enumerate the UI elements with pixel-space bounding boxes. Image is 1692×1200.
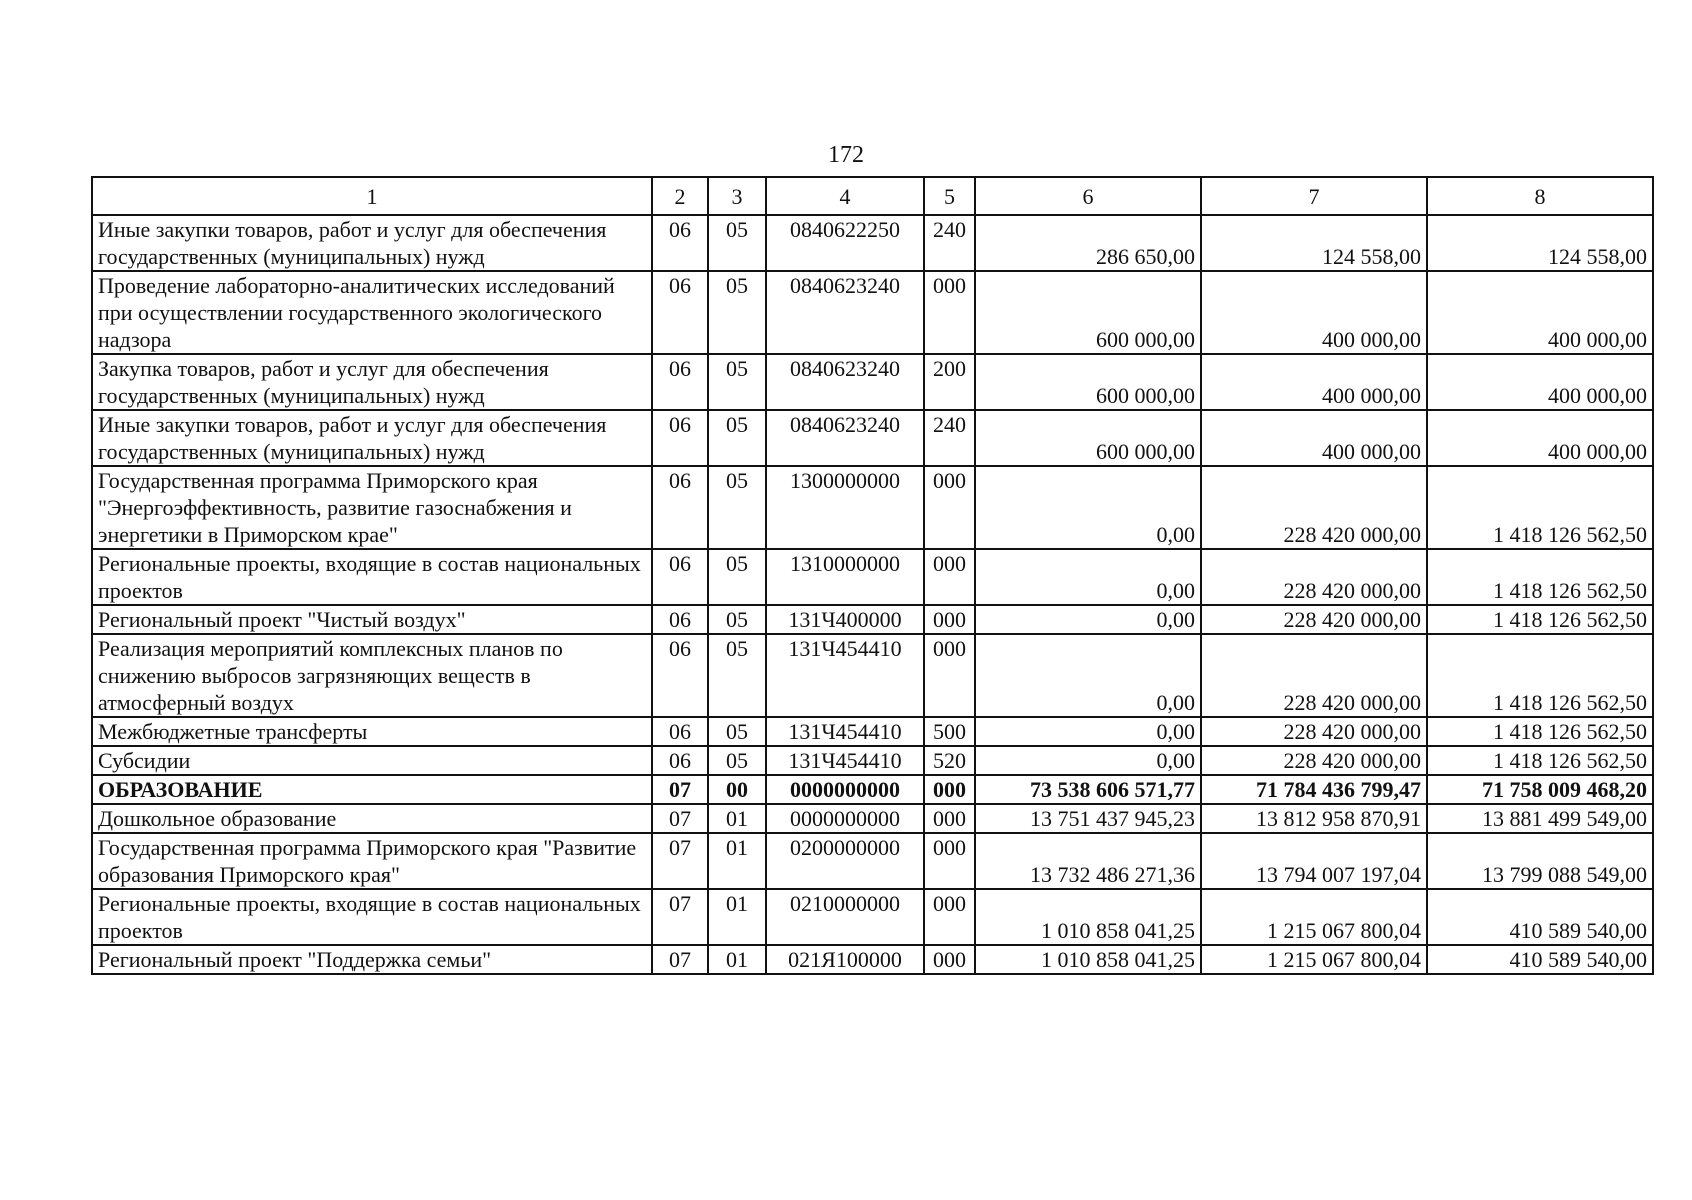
subsection-code-cell: 05	[708, 410, 766, 466]
expense-type-cell: 500	[924, 717, 975, 746]
section-code-cell: 06	[652, 271, 708, 354]
section-code-cell: 07	[652, 833, 708, 889]
target-article-cell: 0000000000	[766, 775, 924, 804]
amount-col8-cell: 400 000,00	[1427, 410, 1653, 466]
table-row	[92, 945, 1653, 974]
amount-col6-cell: 600 000,00	[975, 354, 1201, 410]
table-row	[92, 717, 1653, 746]
target-article-cell: 0840622250	[766, 215, 924, 271]
subsection-code-cell: 01	[708, 889, 766, 945]
amount-col8-cell: 71 758 009 468,20	[1427, 775, 1653, 804]
subsection-code-cell: 05	[708, 215, 766, 271]
row-name-cell: Проведение лабораторно-аналитических исследований при осуществлении государственного экологического надзора	[92, 271, 652, 354]
target-article-cell: 0840623240	[766, 354, 924, 410]
amount-col7-cell: 228 420 000,00	[1201, 634, 1427, 717]
header-cell-5: 5	[924, 177, 975, 215]
expense-type-cell: 000	[924, 833, 975, 889]
amount-col7-cell: 228 420 000,00	[1201, 549, 1427, 605]
target-article-cell: 0000000000	[766, 804, 924, 833]
amount-col7-cell: 13 812 958 870,91	[1201, 804, 1427, 833]
page-number: 172	[828, 142, 864, 168]
table-row	[92, 889, 1653, 945]
amount-col6-cell: 1 010 858 041,25	[975, 945, 1201, 974]
amount-col7-cell: 400 000,00	[1201, 410, 1427, 466]
target-article-cell: 0210000000	[766, 889, 924, 945]
expense-type-cell: 520	[924, 746, 975, 775]
row-name-cell: ОБРАЗОВАНИЕ	[92, 775, 652, 804]
amount-col6-cell: 13 751 437 945,23	[975, 804, 1201, 833]
section-code-cell: 06	[652, 634, 708, 717]
expense-type-cell: 000	[924, 634, 975, 717]
header-cell-6: 6	[975, 177, 1201, 215]
row-name-cell: Региональный проект "Поддержка семьи"	[92, 945, 652, 974]
target-article-cell: 1310000000	[766, 549, 924, 605]
header-cell-3: 3	[708, 177, 766, 215]
table-row	[92, 549, 1653, 605]
amount-col7-cell: 1 215 067 800,04	[1201, 889, 1427, 945]
target-article-cell: 0840623240	[766, 271, 924, 354]
row-name-cell: Межбюджетные трансферты	[92, 717, 652, 746]
expense-type-cell: 000	[924, 775, 975, 804]
row-name-cell: Региональные проекты, входящие в состав национальных проектов	[92, 549, 652, 605]
row-name-cell: Региональные проекты, входящие в состав национальных проектов	[92, 889, 652, 945]
amount-col8-cell: 1 418 126 562,50	[1427, 717, 1653, 746]
table-row	[92, 410, 1653, 466]
amount-col6-cell: 600 000,00	[975, 271, 1201, 354]
target-article-cell: 021Я100000	[766, 945, 924, 974]
amount-col7-cell: 228 420 000,00	[1201, 717, 1427, 746]
row-name-cell: Субсидии	[92, 746, 652, 775]
expense-type-cell: 000	[924, 466, 975, 549]
expense-type-cell: 200	[924, 354, 975, 410]
expense-type-cell: 240	[924, 410, 975, 466]
table-row	[92, 466, 1653, 549]
amount-col6-cell: 0,00	[975, 466, 1201, 549]
amount-col6-cell: 13 732 486 271,36	[975, 833, 1201, 889]
amount-col6-cell: 0,00	[975, 717, 1201, 746]
target-article-cell: 131Ч454410	[766, 634, 924, 717]
amount-col6-cell: 286 650,00	[975, 215, 1201, 271]
table-row	[92, 634, 1653, 717]
section-code-cell: 07	[652, 889, 708, 945]
target-article-cell: 0200000000	[766, 833, 924, 889]
subsection-code-cell: 05	[708, 634, 766, 717]
table-body	[92, 177, 1653, 974]
section-code-cell: 06	[652, 605, 708, 634]
subsection-code-cell: 05	[708, 746, 766, 775]
header-row	[92, 177, 1653, 215]
section-code-cell: 07	[652, 804, 708, 833]
expense-type-cell: 240	[924, 215, 975, 271]
row-name-cell: Иные закупки товаров, работ и услуг для обеспечения государственных (муниципальных) нужд	[92, 215, 652, 271]
target-article-cell: 131Ч454410	[766, 717, 924, 746]
row-name-cell: Дошкольное образование	[92, 804, 652, 833]
subsection-code-cell: 05	[708, 354, 766, 410]
subsection-code-cell: 05	[708, 717, 766, 746]
target-article-cell: 0840623240	[766, 410, 924, 466]
table-row	[92, 215, 1653, 271]
budget-table	[91, 176, 1654, 975]
amount-col6-cell: 0,00	[975, 634, 1201, 717]
amount-col8-cell: 1 418 126 562,50	[1427, 466, 1653, 549]
subsection-code-cell: 01	[708, 833, 766, 889]
amount-col8-cell: 410 589 540,00	[1427, 945, 1653, 974]
amount-col8-cell: 400 000,00	[1427, 354, 1653, 410]
table-row	[92, 775, 1653, 804]
amount-col7-cell: 228 420 000,00	[1201, 746, 1427, 775]
row-name-cell: Региональный проект "Чистый воздух"	[92, 605, 652, 634]
header-cell-8: 8	[1427, 177, 1653, 215]
section-code-cell: 06	[652, 717, 708, 746]
subsection-code-cell: 01	[708, 945, 766, 974]
amount-col7-cell: 13 794 007 197,04	[1201, 833, 1427, 889]
expense-type-cell: 000	[924, 804, 975, 833]
subsection-code-cell: 05	[708, 605, 766, 634]
expense-type-cell: 000	[924, 271, 975, 354]
amount-col6-cell: 600 000,00	[975, 410, 1201, 466]
row-name-cell: Государственная программа Приморского края "Развитие образования Приморского края"	[92, 833, 652, 889]
row-name-cell: Государственная программа Приморского края "Энергоэффективность, развитие газоснабжения и энергетики в Приморском крае"	[92, 466, 652, 549]
target-article-cell: 1300000000	[766, 466, 924, 549]
expense-type-cell: 000	[924, 889, 975, 945]
header-cell-4: 4	[766, 177, 924, 215]
target-article-cell: 131Ч400000	[766, 605, 924, 634]
table-row	[92, 833, 1653, 889]
amount-col8-cell: 410 589 540,00	[1427, 889, 1653, 945]
amount-col6-cell: 0,00	[975, 746, 1201, 775]
amount-col8-cell: 124 558,00	[1427, 215, 1653, 271]
table-row	[92, 804, 1653, 833]
amount-col8-cell: 1 418 126 562,50	[1427, 746, 1653, 775]
amount-col8-cell: 13 881 499 549,00	[1427, 804, 1653, 833]
table-row	[92, 746, 1653, 775]
amount-col8-cell: 1 418 126 562,50	[1427, 634, 1653, 717]
header-cell-2: 2	[652, 177, 708, 215]
section-code-cell: 06	[652, 746, 708, 775]
section-code-cell: 07	[652, 945, 708, 974]
amount-col8-cell: 1 418 126 562,50	[1427, 549, 1653, 605]
header-cell-1: 1	[92, 177, 652, 215]
amount-col7-cell: 71 784 436 799,47	[1201, 775, 1427, 804]
amount-col6-cell: 0,00	[975, 549, 1201, 605]
amount-col8-cell: 400 000,00	[1427, 271, 1653, 354]
amount-col8-cell: 1 418 126 562,50	[1427, 605, 1653, 634]
row-name-cell: Реализация мероприятий комплексных планов по снижению выбросов загрязняющих веществ в атмосферный воздух	[92, 634, 652, 717]
header-cell-7: 7	[1201, 177, 1427, 215]
amount-col7-cell: 400 000,00	[1201, 271, 1427, 354]
expense-type-cell: 000	[924, 605, 975, 634]
amount-col7-cell: 400 000,00	[1201, 354, 1427, 410]
row-name-cell: Закупка товаров, работ и услуг для обеспечения государственных (муниципальных) нужд	[92, 354, 652, 410]
section-code-cell: 06	[652, 549, 708, 605]
amount-col7-cell: 124 558,00	[1201, 215, 1427, 271]
section-code-cell: 06	[652, 410, 708, 466]
subsection-code-cell: 00	[708, 775, 766, 804]
section-code-cell: 06	[652, 215, 708, 271]
row-name-cell: Иные закупки товаров, работ и услуг для обеспечения государственных (муниципальных) нужд	[92, 410, 652, 466]
subsection-code-cell: 05	[708, 271, 766, 354]
amount-col7-cell: 228 420 000,00	[1201, 466, 1427, 549]
amount-col6-cell: 1 010 858 041,25	[975, 889, 1201, 945]
table-row	[92, 354, 1653, 410]
section-code-cell: 06	[652, 466, 708, 549]
amount-col7-cell: 1 215 067 800,04	[1201, 945, 1427, 974]
expense-type-cell: 000	[924, 549, 975, 605]
section-code-cell: 07	[652, 775, 708, 804]
amount-col6-cell: 73 538 606 571,77	[975, 775, 1201, 804]
amount-col6-cell: 0,00	[975, 605, 1201, 634]
subsection-code-cell: 01	[708, 804, 766, 833]
table-row	[92, 271, 1653, 354]
subsection-code-cell: 05	[708, 549, 766, 605]
amount-col8-cell: 13 799 088 549,00	[1427, 833, 1653, 889]
target-article-cell: 131Ч454410	[766, 746, 924, 775]
expense-type-cell: 000	[924, 945, 975, 974]
table-row	[92, 605, 1653, 634]
section-code-cell: 06	[652, 354, 708, 410]
amount-col7-cell: 228 420 000,00	[1201, 605, 1427, 634]
subsection-code-cell: 05	[708, 466, 766, 549]
